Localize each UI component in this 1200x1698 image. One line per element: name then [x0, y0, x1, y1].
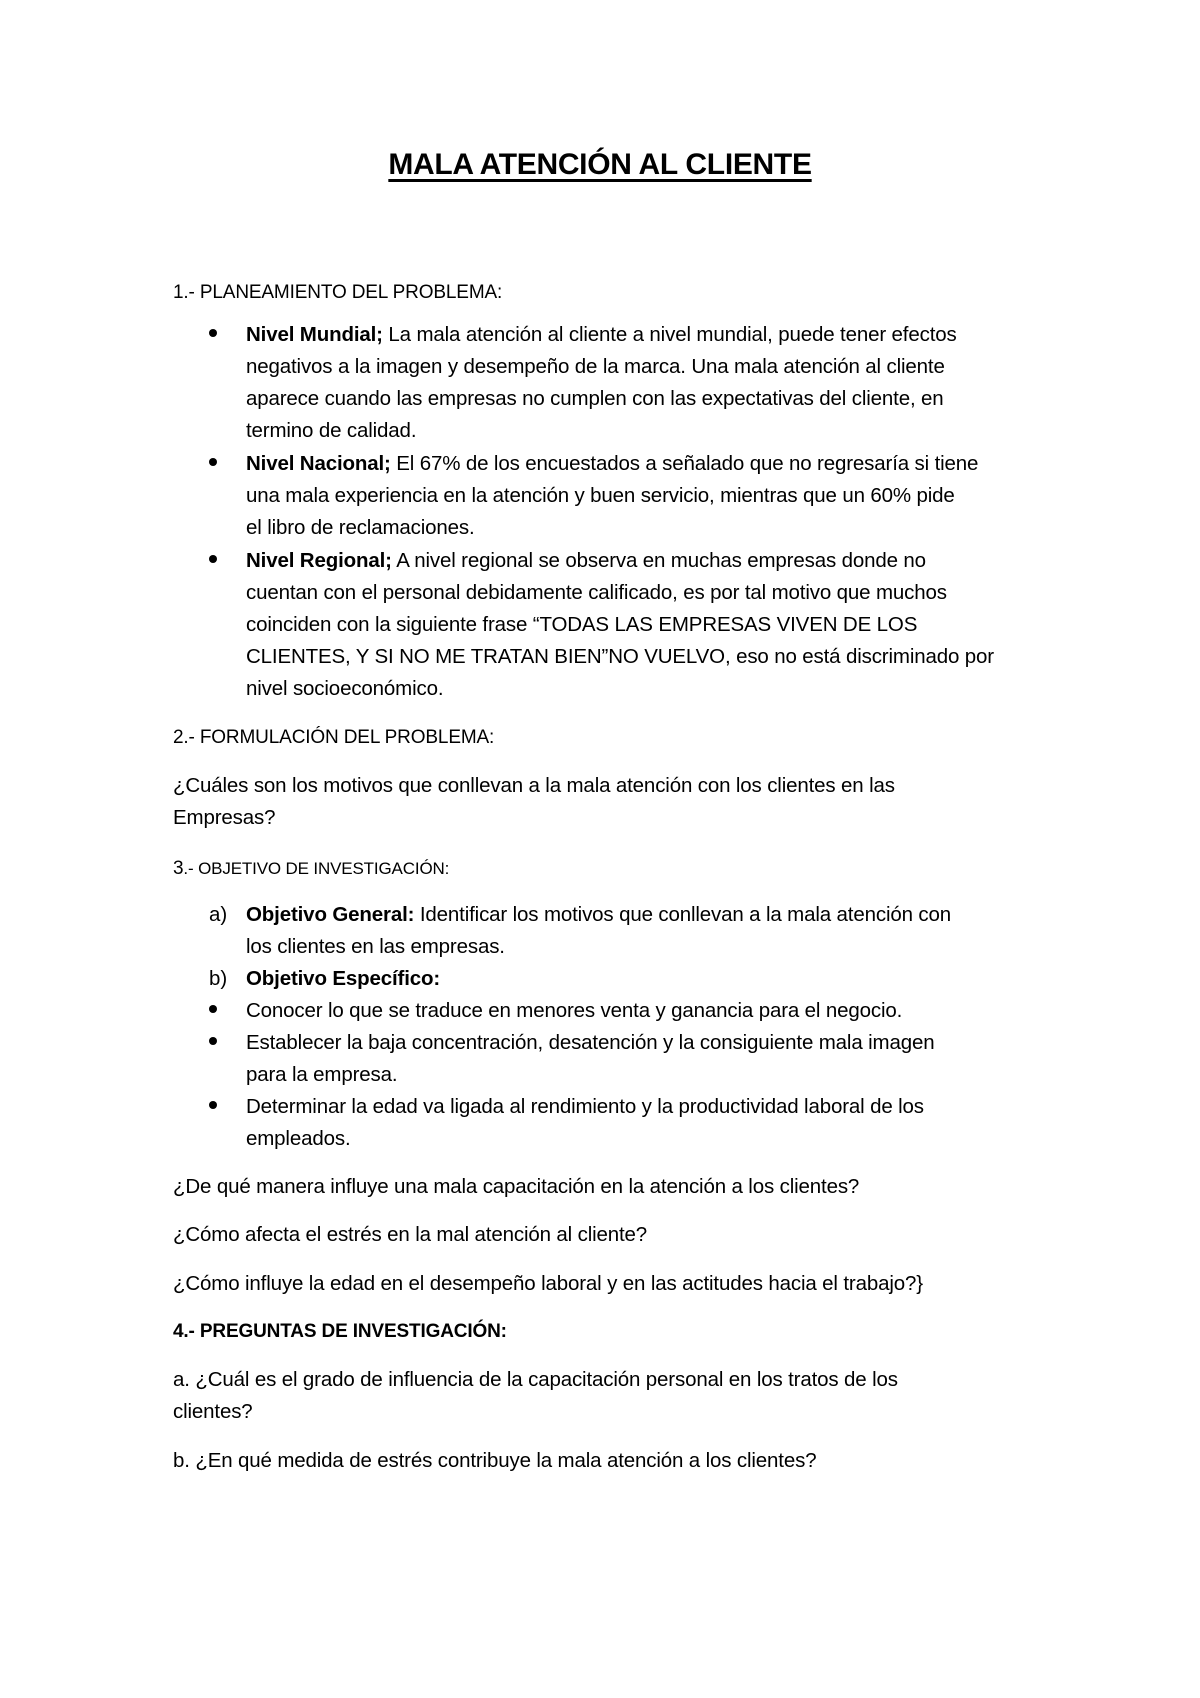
- objective-label: Objetivo Específico:: [246, 967, 441, 990]
- section-heading-text: .- OBJETIVO DE INVESTIGACIÓN:: [183, 859, 450, 878]
- question-line: ¿Cómo influye la edad en el desempeño laboral y en las actitudes hacia el trabajo?}: [173, 1272, 923, 1295]
- section-heading-planeamiento: 1.- PLANEAMIENTO DEL PROBLEMA:: [173, 282, 503, 303]
- section-heading-objetivo: [173, 856, 449, 881]
- bullet-dot: [209, 1005, 217, 1013]
- objective-bullet: Establecer la baja concentración, desatención y la consiguiente mala imagen: [246, 1031, 935, 1054]
- bullet-text-line: aparece cuando las empresas no cumplen con las expectativas del cliente, en: [246, 387, 944, 410]
- bullet-text-line: una mala experiencia en la atención y buen servicio, mientras que un 60% pide: [246, 484, 955, 507]
- bullet-text-line: coinciden con la siguiente frase “TODAS LAS EMPRESAS VIVEN DE LOS: [246, 613, 918, 636]
- bullet-nivel-mundial: [246, 323, 957, 347]
- objective-text-line: los clientes en las empresas.: [246, 935, 505, 958]
- objective-bullet: Conocer lo que se traduce en menores venta y ganancia para el negocio.: [246, 999, 903, 1022]
- bullet-text-line: nivel socioeconómico.: [246, 677, 444, 700]
- question-line: ¿De qué manera influye una mala capacitación en la atención a los clientes?: [173, 1175, 860, 1198]
- bullet-dot: [209, 329, 217, 337]
- bullet-text-line: CLIENTES, Y SI NO ME TRATAN BIEN”NO VUELVO, eso no está discriminado por: [246, 645, 994, 668]
- section-heading-preguntas: [173, 1320, 507, 1344]
- section-heading-formulacion: 2.- FORMULACIÓN DEL PROBLEMA:: [173, 727, 495, 748]
- objective-text: Identificar los motivos que conllevan a la mala atención con: [414, 903, 952, 926]
- question-item-a-line: clientes?: [173, 1400, 253, 1423]
- bullet-label: Nivel Mundial;: [246, 323, 383, 346]
- bullet-label: Nivel Regional;: [246, 549, 392, 572]
- bullet-text-line: el libro de reclamaciones.: [246, 516, 475, 539]
- objective-label: Objetivo General:: [246, 903, 415, 926]
- section-heading-text: 4.- PREGUNTAS DE INVESTIGACIÓN:: [173, 1321, 507, 1342]
- question-item-b: b. ¿En qué medida de estrés contribuye la mala atención a los clientes?: [173, 1449, 817, 1472]
- question-line: ¿Cómo afecta el estrés en la mal atención al cliente?: [173, 1223, 648, 1246]
- bullet-nivel-nacional: [246, 452, 978, 476]
- bullet-label: Nivel Nacional;: [246, 452, 391, 475]
- objective-especifico: [246, 967, 440, 991]
- bullet-text-line: termino de calidad.: [246, 419, 417, 442]
- bullet-dot: [209, 1101, 217, 1109]
- bullet-dot: [209, 1037, 217, 1045]
- objective-general: [246, 903, 951, 927]
- document-title: MALA ATENCIÓN AL CLIENTE: [388, 148, 812, 181]
- objective-bullet-line: para la empresa.: [246, 1063, 398, 1086]
- bullet-dot: [209, 458, 217, 466]
- bullet-text-line: cuentan con el personal debidamente calificado, es por tal motivo que muchos: [246, 581, 947, 604]
- bullet-text: A nivel regional se observa en muchas empresas donde no: [391, 549, 926, 572]
- bullet-text: El 67% de los encuestados a señalado que no regresaría si tiene: [390, 452, 979, 475]
- bullet-dot: [209, 555, 217, 563]
- bullet-nivel-regional: [246, 549, 926, 573]
- question-item-a: a. ¿Cuál es el grado de influencia de la capacitación personal en los tratos de los: [173, 1368, 898, 1391]
- bullet-text: La mala atención al cliente a nivel mundial, puede tener efectos: [382, 323, 957, 346]
- objective-bullet: Determinar la edad va ligada al rendimiento y la productividad laboral de los: [246, 1095, 924, 1118]
- paragraph-line: ¿Cuáles son los motivos que conllevan a la mala atención con los clientes en las: [173, 774, 895, 797]
- objective-bullet-line: empleados.: [246, 1127, 351, 1150]
- objective-marker-a: a): [209, 903, 228, 926]
- paragraph-line: Empresas?: [173, 806, 276, 829]
- bullet-text-line: negativos a la imagen y desempeño de la marca. Una mala atención al cliente: [246, 355, 945, 378]
- objective-marker-b: b): [209, 967, 228, 990]
- section-number: 3: [173, 858, 184, 879]
